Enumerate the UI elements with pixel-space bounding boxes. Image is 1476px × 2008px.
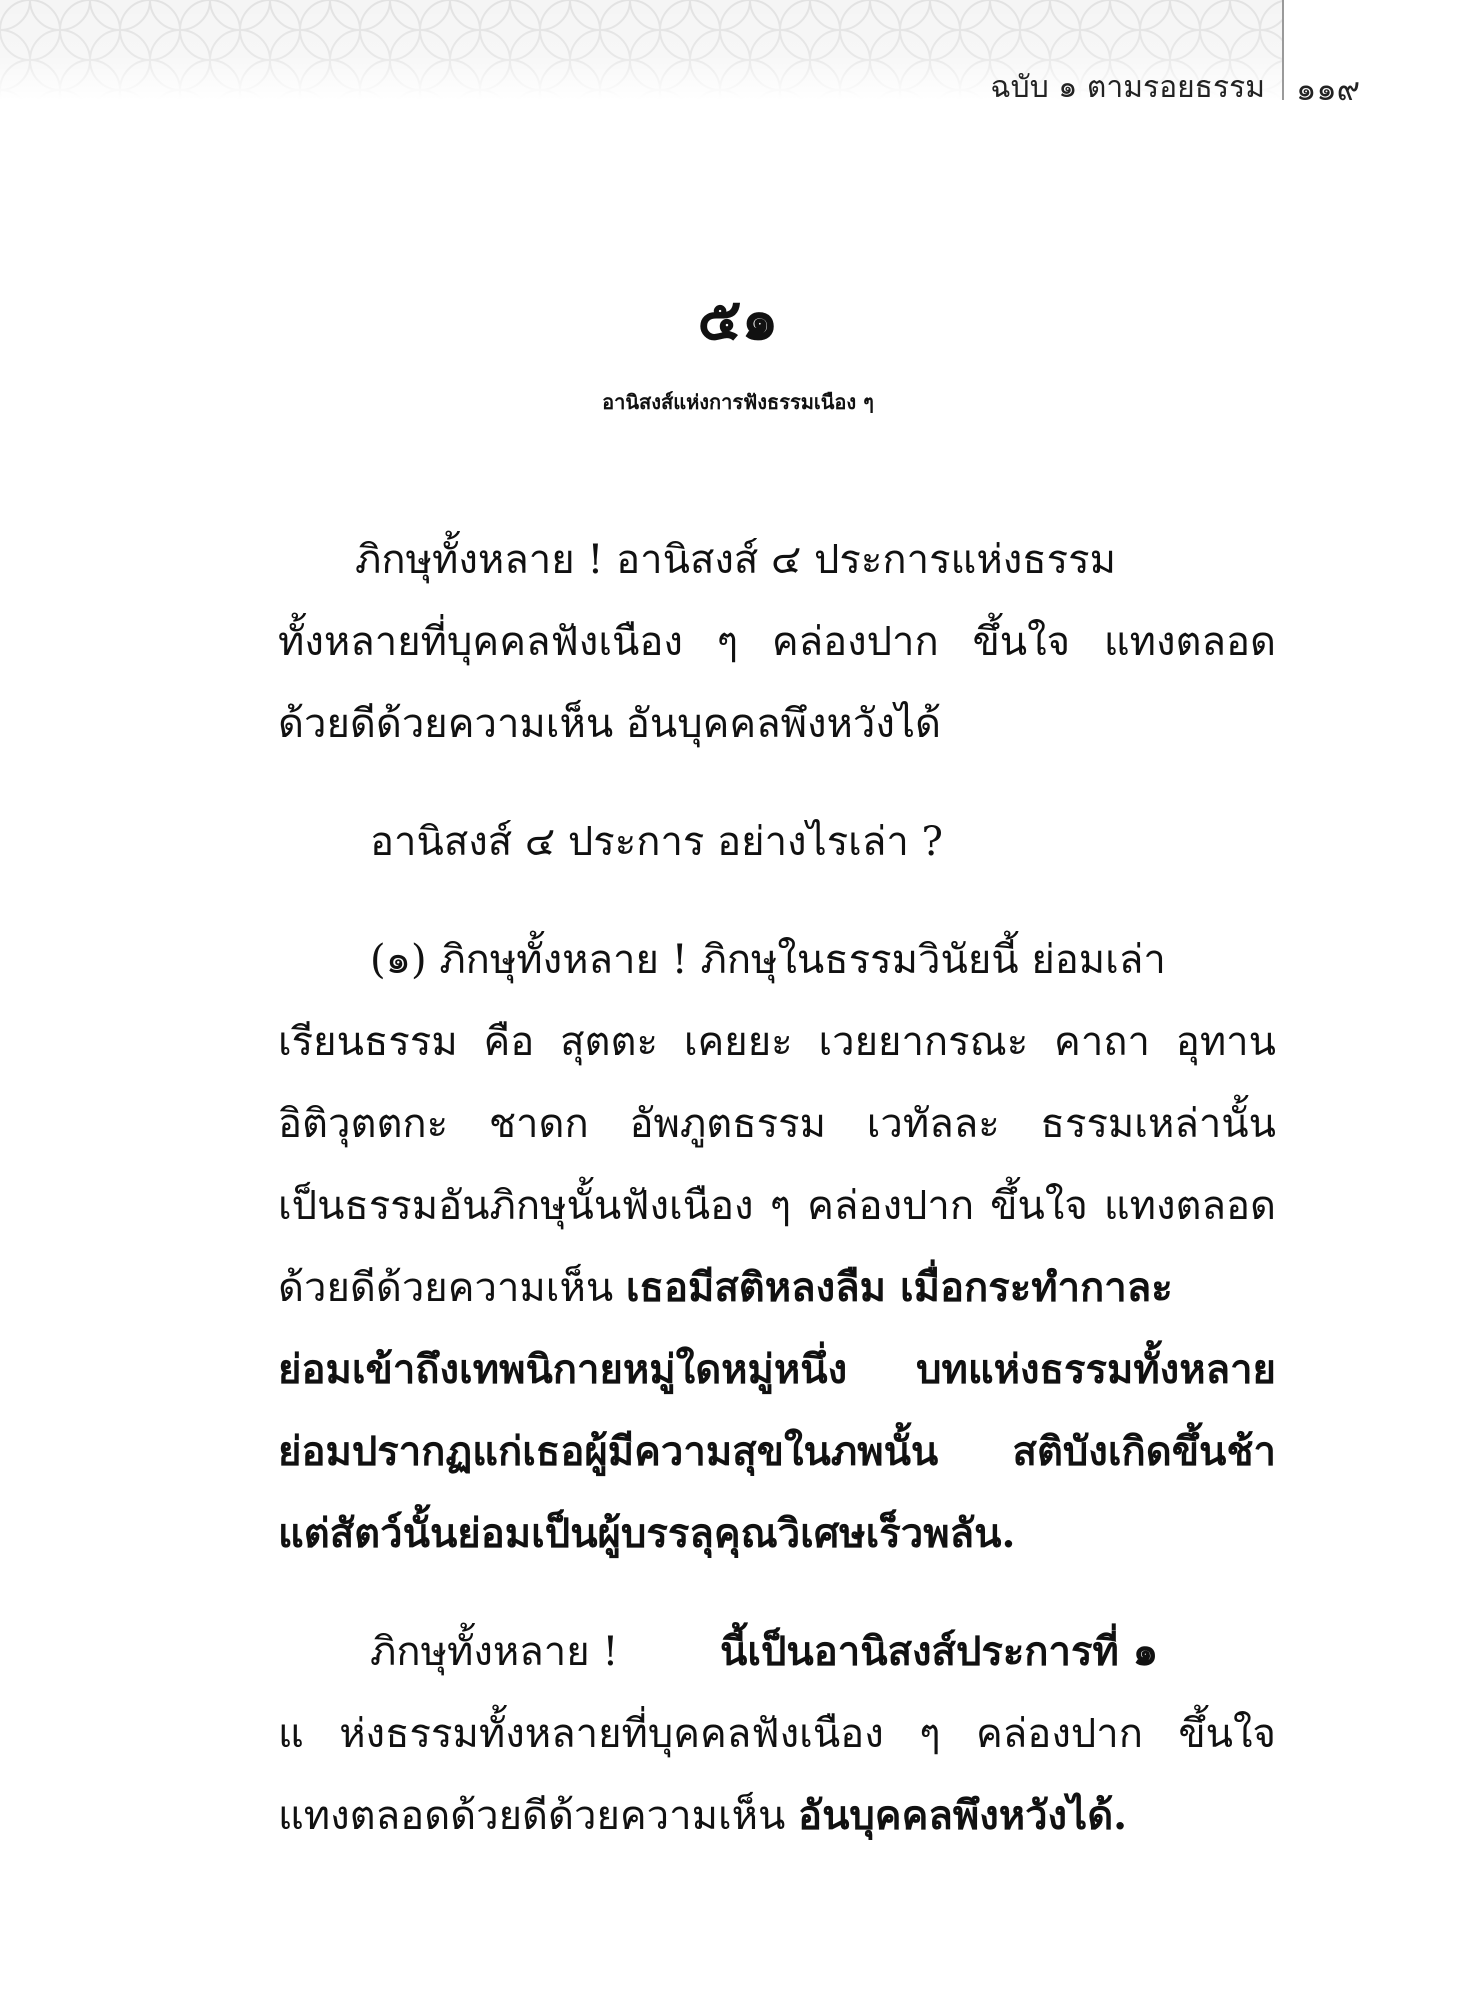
paragraph-3-line-6: ย่อมเข้าถึงเทพนิกายหมู่ใดหมู่หนึ่ง บทแห่งธรรมทั้งหลาย (278, 1346, 1276, 1393)
paragraph-4-line-3 (278, 1792, 1128, 1839)
paragraph-3-line-8: แต่สัตว์นั้นย่อมเป็นผู้บรรลุคุณวิเศษเร็วพลัน. (278, 1510, 1016, 1557)
chapter-number: ๕๑ (697, 285, 779, 353)
paragraph-3-line-2: เรียนธรรม คือ สุตตะ เคยยะ เวยยากรณะ คาถา อุทาน (278, 1019, 1276, 1065)
paragraph-3-line-1: (๑) ภิกษุทั้งหลาย ! ภิกษุในธรรมวินัยนี้ ย่อมเล่า (370, 937, 1166, 983)
chapter-title: อานิสงส์แห่งการฟังธรรมเนือง ๆ (602, 390, 874, 414)
paragraph-4-line-1-bold: นี้เป็นอานิสงส์ประการที่ ๑ (720, 1628, 1159, 1675)
paragraph-3-line-5-regular: ด้วยดีด้วยความเห็น (278, 1265, 614, 1311)
running-head: ฉบับ ๑ ตามรอยธรรม (990, 70, 1265, 105)
paragraph-4-line-3-regular: แทงตลอดด้วยดีด้วยความเห็น (278, 1793, 786, 1839)
page-number: ๑๑๙ (1296, 70, 1361, 108)
paragraph-3-line-3: อิติวุตตกะ ชาดก อัพภูตธรรม เวทัลละ ธรรมเหล่านั้น (278, 1101, 1276, 1147)
paragraph-3-line-4: เป็นธรรมอันภิกษุนั้นฟังเนือง ๆ คล่องปาก ขึ้นใจ แทงตลอด (278, 1183, 1276, 1229)
paragraph-2-line-1: อานิสงส์ ๔ ประการ อย่างไรเล่า ? (370, 819, 943, 865)
header-divider (1282, 0, 1284, 100)
paragraph-3-line-5-bold: เธอมีสติหลงลืม เมื่อกระทำกาละ (625, 1264, 1173, 1311)
paragraph-1-line-3: ด้วยดีด้วยความเห็น อันบุคคลพึงหวังได้ (278, 701, 942, 747)
paragraph-1-line-2: ทั้งหลายที่บุคคลฟังเนือง ๆ คล่องปาก ขึ้นใจ แทงตลอด (278, 619, 1276, 665)
paragraph-1-line-1: ภิกษุทั้งหลาย ! อานิสงส์ ๔ ประการแห่งธรรม (355, 537, 1116, 583)
paragraph-4-line-2: แ ห่งธรรมทั้งหลายที่บุคคลฟังเนือง ๆ คล่องปาก ขึ้นใจ (278, 1711, 1276, 1757)
paragraph-4-line-1-regular: ภิกษุทั้งหลาย ! (370, 1629, 619, 1675)
paragraph-3-line-7: ย่อมปรากฏแก่เธอผู้มีความสุขในภพนั้น สติบังเกิดขึ้นช้า (278, 1428, 1276, 1475)
paragraph-3-line-5 (278, 1264, 1173, 1311)
paragraph-4-line-3-bold: อันบุคคลพึงหวังได้. (798, 1792, 1128, 1839)
